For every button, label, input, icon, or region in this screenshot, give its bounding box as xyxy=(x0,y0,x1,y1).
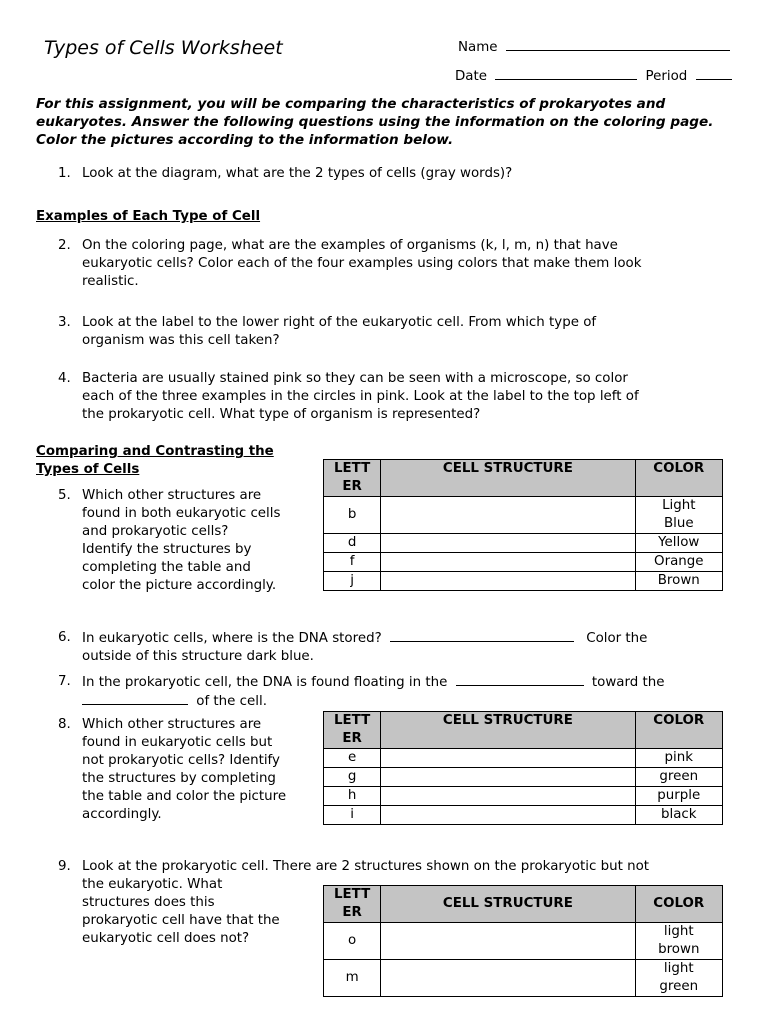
structure-answer-cell[interactable] xyxy=(381,960,635,997)
question-number: 7. xyxy=(58,674,71,689)
question-line: and prokaryotic cells? xyxy=(82,524,229,539)
question-line: found in eukaryotic cells but xyxy=(82,735,273,750)
question-number: 2. xyxy=(58,238,71,253)
question-line: eukaryotic cell does not? xyxy=(82,931,250,946)
structure-answer-cell[interactable] xyxy=(381,923,635,960)
color-cell: Orange xyxy=(635,553,722,572)
question-6 xyxy=(58,629,728,665)
question-line: Look at the prokaryotic cell. There are 2 structures shown on the prokaryotic but not xyxy=(82,859,650,874)
question-text: In eukaryotic cells, where is the DNA stored? xyxy=(82,631,382,646)
date-blank xyxy=(495,67,637,80)
answer-blank[interactable] xyxy=(82,692,188,705)
question-text: of the cell. xyxy=(196,694,267,709)
letter-header: LETT ER xyxy=(324,712,381,749)
question-text: toward the xyxy=(591,675,665,690)
question-line: the prokaryotic cell. What type of organism is represented? xyxy=(82,407,481,422)
question-3 xyxy=(58,314,728,350)
color-cell: green xyxy=(635,768,722,787)
section-heading-examples: Examples of Each Type of Cell xyxy=(36,209,261,224)
table-row xyxy=(324,497,723,534)
color-cell: light green xyxy=(635,960,722,997)
structure-header: CELL STRUCTURE xyxy=(381,886,635,923)
color-cell: pink xyxy=(635,749,722,768)
question-text: In the prokaryotic cell, the DNA is found floating in the xyxy=(82,675,448,690)
question-line: found in both eukaryotic cells xyxy=(82,506,281,521)
structure-header: CELL STRUCTURE xyxy=(381,460,635,497)
structure-answer-cell[interactable] xyxy=(381,497,635,534)
question-number: 9. xyxy=(58,859,71,874)
structure-table-shared xyxy=(323,459,723,591)
letter-cell: d xyxy=(324,534,381,553)
name-label: Name xyxy=(458,40,498,55)
table-row xyxy=(324,534,723,553)
color-cell: Yellow xyxy=(635,534,722,553)
instructions: For this assignment, you will be comparing the characteristics of prokaryotes and eukaryotes. Answer the following questions using the information on the coloring page. Color the pictures according to the information below. xyxy=(36,96,714,148)
question-line: prokaryotic cell have that the xyxy=(82,913,280,928)
question-number: 3. xyxy=(58,315,71,330)
question-line: organism was this cell taken? xyxy=(82,333,280,348)
table-row xyxy=(324,572,723,591)
question-2 xyxy=(58,237,728,291)
color-cell: Light Blue xyxy=(635,497,722,534)
question-5 xyxy=(58,487,318,595)
question-line: eukaryotic cells? Color each of the four examples using colors that make them look xyxy=(82,256,642,271)
date-field xyxy=(455,67,732,84)
color-cell: light brown xyxy=(635,923,722,960)
question-1 xyxy=(58,165,728,183)
letter-cell: f xyxy=(324,553,381,572)
question-line: the table and color the picture xyxy=(82,789,287,804)
structure-answer-cell[interactable] xyxy=(381,572,635,591)
question-7 xyxy=(58,673,728,709)
question-line: realistic. xyxy=(82,274,139,289)
letter-cell: o xyxy=(324,923,381,960)
structure-answer-cell[interactable] xyxy=(381,768,635,787)
color-header: COLOR xyxy=(635,886,722,923)
letter-cell: i xyxy=(324,806,381,825)
question-line: not prokaryotic cells? Identify xyxy=(82,753,280,768)
letter-cell: e xyxy=(324,749,381,768)
table-row xyxy=(324,923,723,960)
structure-answer-cell[interactable] xyxy=(381,806,635,825)
question-line: Identify the structures by xyxy=(82,542,252,557)
question-line: accordingly. xyxy=(82,807,162,822)
table-row xyxy=(324,768,723,787)
letter-header: LETT ER xyxy=(324,460,381,497)
name-field xyxy=(458,38,730,55)
letter-cell: b xyxy=(324,497,381,534)
question-line: color the picture accordingly. xyxy=(82,578,277,593)
color-header: COLOR xyxy=(635,712,722,749)
table-header-row xyxy=(324,460,723,497)
letter-cell: g xyxy=(324,768,381,787)
question-4 xyxy=(58,370,728,424)
table-row xyxy=(324,806,723,825)
question-number: 1. xyxy=(58,166,71,181)
date-label: Date xyxy=(455,69,488,84)
color-cell: black xyxy=(635,806,722,825)
letter-cell: h xyxy=(324,787,381,806)
color-cell: Brown xyxy=(635,572,722,591)
table-header-row xyxy=(324,712,723,749)
structure-answer-cell[interactable] xyxy=(381,553,635,572)
table-row xyxy=(324,553,723,572)
name-blank xyxy=(506,38,730,51)
period-blank xyxy=(696,67,732,80)
period-label: Period xyxy=(645,69,688,84)
page-title: Types of Cells Worksheet xyxy=(44,37,283,59)
question-line: each of the three examples in the circles in pink. Look at the label to the top left of xyxy=(82,389,639,404)
color-header: COLOR xyxy=(635,460,722,497)
table-row xyxy=(324,787,723,806)
question-text: Look at the diagram, what are the 2 types of cells (gray words)? xyxy=(82,166,513,181)
table-header-row xyxy=(324,886,723,923)
question-number: 4. xyxy=(58,371,71,386)
structure-answer-cell[interactable] xyxy=(381,787,635,806)
question-line: Bacteria are usually stained pink so they can be seen with a microscope, so color xyxy=(82,371,628,386)
letter-header: LETT ER xyxy=(324,886,381,923)
structure-table-eukaryotic xyxy=(323,711,723,825)
heading-line: Types of Cells xyxy=(36,462,140,477)
structure-answer-cell[interactable] xyxy=(381,534,635,553)
letter-cell: m xyxy=(324,960,381,997)
question-line: completing the table and xyxy=(82,560,251,575)
heading-line: Comparing and Contrasting the xyxy=(36,444,274,459)
question-text: Color the xyxy=(586,631,648,646)
structure-header: CELL STRUCTURE xyxy=(381,712,635,749)
question-line: Which other structures are xyxy=(82,488,262,503)
question-line: the structures by completing xyxy=(82,771,276,786)
section-heading-compare xyxy=(36,443,274,479)
question-line: the eukaryotic. What xyxy=(82,877,223,892)
table-row xyxy=(324,749,723,768)
question-text: outside of this structure dark blue. xyxy=(82,649,314,664)
question-number: 6. xyxy=(58,630,71,645)
question-number: 5. xyxy=(58,488,71,503)
table-row xyxy=(324,960,723,997)
answer-blank[interactable] xyxy=(390,629,574,642)
question-8 xyxy=(58,716,318,824)
color-cell: purple xyxy=(635,787,722,806)
question-number: 8. xyxy=(58,717,71,732)
letter-cell: j xyxy=(324,572,381,591)
answer-blank[interactable] xyxy=(456,673,584,686)
structure-answer-cell[interactable] xyxy=(381,749,635,768)
structure-table-prokaryotic xyxy=(323,885,723,997)
question-line: Which other structures are xyxy=(82,717,262,732)
question-line: On the coloring page, what are the examples of organisms (k, l, m, n) that have xyxy=(82,238,618,253)
question-line: structures does this xyxy=(82,895,215,910)
question-line: Look at the label to the lower right of the eukaryotic cell. From which type of xyxy=(82,315,597,330)
